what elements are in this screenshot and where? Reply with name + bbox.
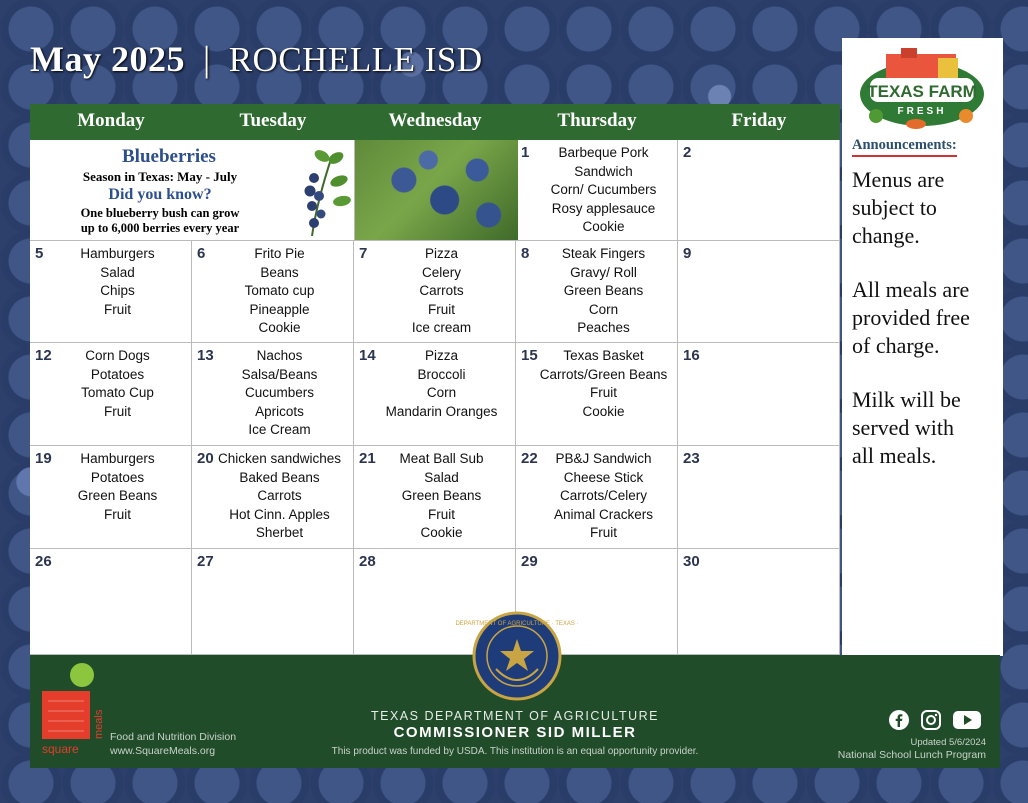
- menu-item: Beans: [260, 264, 299, 280]
- day-number: 2: [683, 144, 692, 161]
- menu-item: PB&J Sandwich: [555, 451, 652, 466]
- day-cell-21: [354, 446, 516, 549]
- ann-p1-line1: Menus are: [852, 167, 945, 192]
- day-cell-23: [678, 446, 840, 549]
- day-cell-9: [678, 241, 840, 343]
- menu-list: [48, 450, 187, 524]
- menu-list: [534, 347, 673, 421]
- footer-program: National School Lunch Program: [837, 749, 986, 761]
- menu-list: [210, 245, 349, 338]
- blueberry-branch-icon: [292, 146, 350, 238]
- menu-item: Apricots: [255, 403, 304, 419]
- menu-item: Carrots: [257, 488, 302, 503]
- texas-agriculture-seal-icon: [455, 611, 579, 701]
- day-number: 8: [521, 245, 530, 262]
- day-number: 15: [521, 347, 538, 364]
- menu-item: Sherbet: [255, 525, 304, 540]
- title-month: May 2025: [30, 39, 185, 79]
- announcement-menus: [852, 166, 944, 250]
- instagram-icon[interactable]: [920, 709, 942, 731]
- day-cell-13: [192, 343, 354, 446]
- menu-item: Hot Cinn. Apples: [229, 506, 330, 522]
- day-cell-14: [354, 343, 516, 446]
- day-cell-22: [516, 446, 678, 549]
- announcements-panel: [842, 38, 1003, 656]
- menu-item: Corn/ Cucumbers: [550, 182, 657, 197]
- menu-item: Salad: [100, 264, 135, 280]
- menu-item: Chips: [100, 283, 135, 298]
- day-number: 16: [683, 347, 700, 364]
- social-icons: [888, 709, 982, 731]
- day-cell-27: [192, 549, 354, 655]
- youtube-icon[interactable]: [952, 709, 982, 731]
- menu-item: Fruit: [428, 506, 455, 522]
- menu-item: Corn: [426, 385, 457, 400]
- menu-item: Fruit: [104, 301, 131, 317]
- promo-title: Blueberries: [122, 146, 216, 167]
- menu-list: [372, 347, 511, 421]
- menu-item: Fruit: [428, 301, 455, 317]
- menu-list: [210, 347, 349, 440]
- square-meals-brand2: meals: [93, 709, 105, 739]
- menu-item: Mandarin Oranges: [385, 403, 498, 419]
- day-number: 9: [683, 245, 692, 262]
- menu-list: [48, 245, 187, 319]
- day-number: 14: [359, 347, 376, 364]
- facebook-icon[interactable]: [888, 709, 910, 731]
- day-cell-15: [516, 343, 678, 446]
- ann-p3-line3: all meals.: [852, 443, 937, 468]
- menu-item: Pizza: [424, 246, 458, 261]
- menu-list: [372, 450, 511, 543]
- menu-item: Meat Ball Sub: [399, 451, 484, 466]
- day-thursday: Thursday: [557, 110, 637, 131]
- day-number: 26: [35, 553, 52, 570]
- blueberry-promo: [30, 140, 355, 241]
- menu-item: Potatoes: [90, 366, 145, 382]
- menu-item: Pizza: [424, 348, 458, 363]
- page-title: [30, 38, 483, 80]
- menu-item: Chicken sandwiches: [217, 451, 342, 466]
- day-number: 22: [521, 450, 538, 467]
- footer-commissioner: COMMISSIONER SID MILLER: [393, 724, 637, 741]
- announcements-heading: Announcements:: [852, 137, 957, 157]
- day-cell-20: [192, 446, 354, 549]
- announcement-free-meals: [852, 276, 970, 360]
- menu-item: Green Beans: [563, 283, 644, 298]
- menu-item: Cheese Stick: [563, 469, 644, 485]
- menu-item: Cookie: [582, 219, 625, 234]
- day-cell-6: [192, 241, 354, 343]
- day-number: 27: [197, 553, 214, 570]
- seal-text: DEPARTMENT OF AGRICULTURE · TEXAS ·: [455, 621, 579, 627]
- menu-item: Celery: [421, 264, 461, 280]
- day-number: 20: [197, 450, 214, 467]
- menu-item: Peaches: [577, 320, 630, 335]
- menu-item: Fruit: [590, 385, 617, 400]
- menu-item: Salsa/Beans: [241, 366, 318, 382]
- menu-item: Cookie: [420, 525, 463, 540]
- menu-item: Ice cream: [411, 320, 472, 335]
- day-cell-7: [354, 241, 516, 343]
- day-number: 13: [197, 347, 214, 364]
- menu-item: Sandwich: [574, 163, 633, 179]
- footer-band: [30, 621, 1000, 768]
- menu-item: Pineapple: [249, 301, 310, 317]
- menu-item: Potatoes: [90, 469, 145, 485]
- ann-p3-line1: Milk will be: [852, 387, 961, 412]
- footer-disclaimer: This product was funded by USDA. This institution is an equal opportunity provider.: [331, 746, 699, 757]
- day-cell-30: [678, 549, 840, 655]
- promo-fact-line1: One blueberry bush can grow: [80, 206, 240, 220]
- menu-list: [534, 144, 673, 237]
- day-cell-19: [30, 446, 192, 549]
- menu-item: Cucumbers: [244, 385, 315, 400]
- day-number: 12: [35, 347, 52, 364]
- ann-p3-line2: served with: [852, 415, 955, 440]
- menu-item: Fruit: [104, 403, 131, 419]
- day-cell-5: [30, 241, 192, 343]
- day-wednesday: Wednesday: [388, 110, 482, 131]
- menu-list: [210, 450, 349, 543]
- day-number: 5: [35, 245, 44, 262]
- footer-updated: Updated 5/6/2024: [910, 737, 986, 748]
- menu-item: Green Beans: [401, 488, 482, 503]
- menu-item: Carrots: [419, 283, 464, 298]
- menu-item: Cookie: [582, 403, 625, 419]
- day-number: 21: [359, 450, 376, 467]
- menu-item: Corn Dogs: [85, 348, 150, 363]
- menu-item: Steak Fingers: [561, 246, 646, 261]
- menu-item: Corn: [588, 301, 619, 317]
- square-meals-division: Food and Nutrition Division: [110, 731, 237, 743]
- menu-item: Ice Cream: [248, 422, 311, 437]
- promo-fact-line2: up to 6,000 berries every year: [80, 221, 240, 235]
- menu-item: Fruit: [104, 506, 131, 522]
- menu-item: Nachos: [256, 348, 303, 363]
- menu-list: [372, 245, 511, 338]
- logo-line2: FRESH: [897, 106, 947, 117]
- day-cell-26: [30, 549, 192, 655]
- menu-item: Fruit: [590, 525, 617, 540]
- menu-item: Rosy applesauce: [551, 200, 656, 216]
- day-header-row: [30, 104, 840, 140]
- footer-dept: TEXAS DEPARTMENT OF AGRICULTURE: [371, 709, 659, 723]
- day-number: 29: [521, 553, 538, 570]
- day-cell-8: [516, 241, 678, 343]
- ann-p2-line1: All meals are: [852, 277, 970, 302]
- day-number: 6: [197, 245, 206, 262]
- ann-p2-line2: provided free: [852, 305, 970, 330]
- day-number: 30: [683, 553, 700, 570]
- square-meals-url[interactable]: www.SquareMeals.org: [110, 745, 216, 757]
- menu-list: [534, 245, 673, 338]
- day-number: 1: [521, 144, 530, 161]
- ann-p1-line3: change.: [852, 223, 920, 248]
- menu-list: [48, 347, 187, 421]
- menu-list: [534, 450, 673, 543]
- square-meals-brand: square: [42, 742, 79, 756]
- menu-item: Salad: [424, 469, 459, 485]
- promo-season: Season in Texas: May - July: [82, 169, 238, 184]
- promo-did-you-know: Did you know?: [108, 186, 212, 203]
- texas-farm-fresh-logo: [856, 44, 988, 130]
- blueberry-photo: [355, 140, 518, 241]
- menu-item: Animal Crackers: [553, 506, 654, 522]
- menu-item: Carrots/Green Beans: [539, 366, 668, 382]
- announcement-milk: [852, 386, 961, 470]
- ann-p1-line2: subject to: [852, 195, 937, 220]
- day-number: 7: [359, 245, 368, 262]
- menu-item: Frito Pie: [254, 246, 305, 261]
- logo-line1: TEXAS FARM: [867, 82, 977, 101]
- menu-item: Carrots/Celery: [559, 488, 648, 503]
- title-district: ROCHELLE ISD: [228, 40, 483, 79]
- day-cell-1: [516, 140, 678, 241]
- day-number: 28: [359, 553, 376, 570]
- day-cell-2: [678, 140, 840, 241]
- menu-item: Gravy/ Roll: [570, 264, 637, 280]
- menu-item: Tomato Cup: [81, 385, 154, 400]
- menu-item: Cookie: [258, 320, 301, 335]
- menu-item: Broccoli: [417, 366, 466, 382]
- menu-item: Texas Basket: [563, 348, 644, 363]
- day-tuesday: Tuesday: [239, 110, 307, 131]
- menu-item: Tomato cup: [244, 283, 315, 298]
- menu-item: Hamburgers: [80, 451, 155, 466]
- menu-item: Barbeque Pork: [558, 145, 649, 160]
- day-monday: Monday: [77, 110, 145, 131]
- day-number: 23: [683, 450, 700, 467]
- day-cell-12: [30, 343, 192, 446]
- title-separator: |: [202, 39, 211, 79]
- menu-item: Green Beans: [77, 488, 158, 503]
- day-friday: Friday: [731, 110, 787, 131]
- day-cell-16: [678, 343, 840, 446]
- calendar: [30, 104, 840, 655]
- menu-item: Hamburgers: [80, 246, 155, 261]
- ann-p2-line3: of charge.: [852, 333, 940, 358]
- day-number: 19: [35, 450, 52, 467]
- menu-item: Baked Beans: [239, 469, 320, 485]
